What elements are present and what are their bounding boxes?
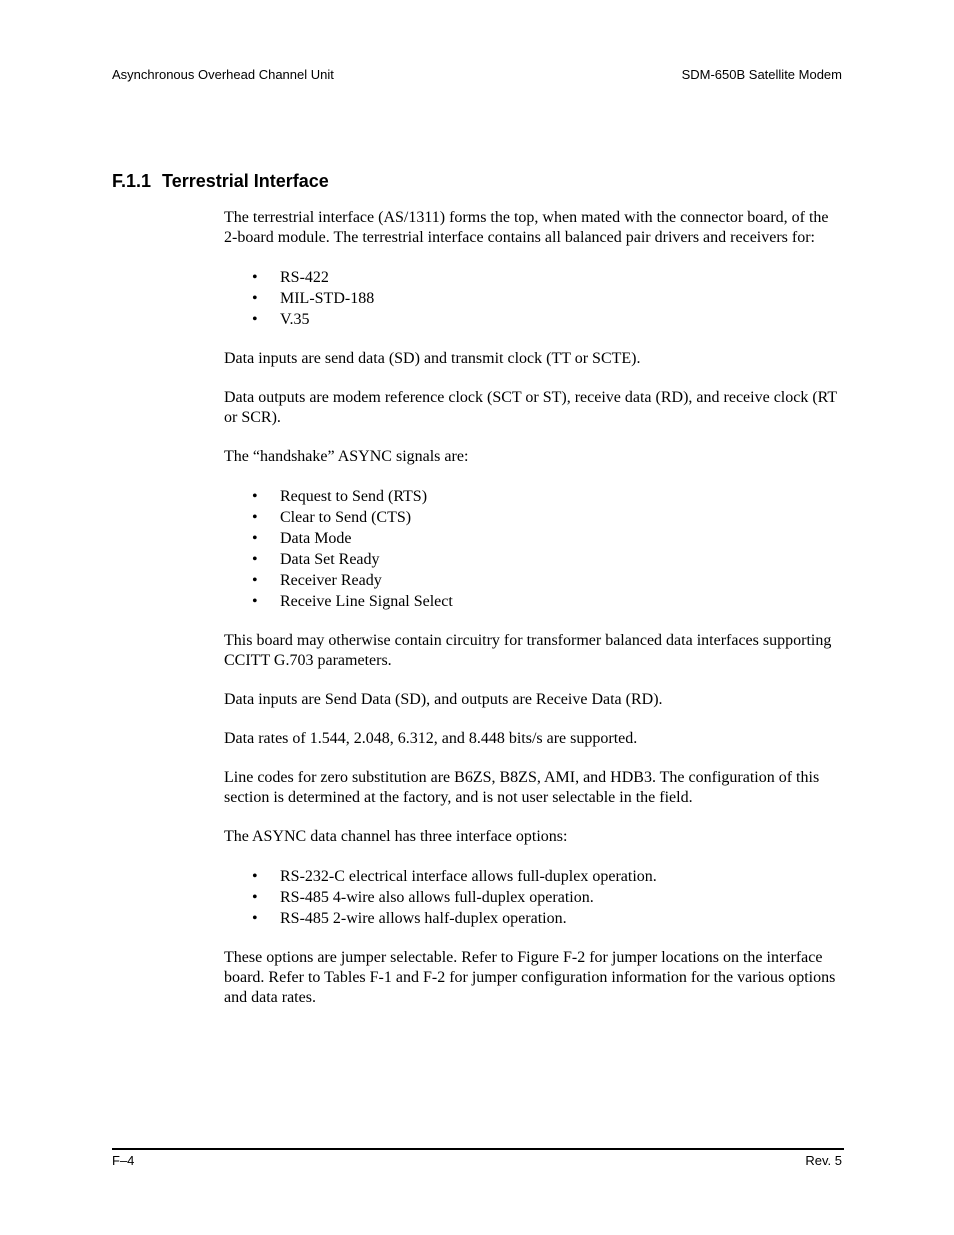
list-item: • Receive Line Signal Select [252, 593, 453, 610]
paragraph: Data rates of 1.544, 2.048, 6.312, and 8.448 bits/s are supported. [224, 730, 638, 747]
list-item: • V.35 [252, 311, 310, 328]
page-number: F–4 [112, 1153, 135, 1168]
list-item: • RS-485 4-wire also allows full-duplex operation. [252, 889, 594, 906]
list-item: • RS-232-C electrical interface allows full-duplex operation. [252, 868, 657, 885]
bullet-icon: • [252, 311, 258, 328]
running-header-product: SDM-650B Satellite Modem [681, 67, 842, 82]
paragraph: The ASYNC data channel has three interface options: [224, 828, 568, 845]
list-item: • Request to Send (RTS) [252, 488, 428, 505]
running-header-title: Asynchronous Overhead Channel Unit [112, 67, 334, 82]
list-item: • Data Mode [252, 530, 352, 547]
paragraph: Data outputs are modem reference clock (SCT or ST), receive data (RD), and receive clock (RT or SCR). [224, 389, 837, 426]
bullet-icon: • [252, 868, 258, 885]
section-heading [112, 170, 329, 192]
bullet-icon: • [252, 269, 258, 286]
bullet-list-async-options [224, 866, 844, 929]
section-number: F.1.1 [112, 171, 152, 191]
bullet-icon: • [252, 488, 258, 505]
footer-divider [112, 1148, 844, 1150]
list-item: • Clear to Send (CTS) [252, 509, 412, 526]
bullet-icon: • [252, 889, 258, 906]
bullet-icon: • [252, 290, 258, 307]
paragraph: These options are jumper selectable. Refer to Figure F-2 for jumper locations on the interface board. Refer to Tables F-1 and F-2 for jumper configuration information for the various options and data rates. [224, 949, 836, 1006]
paragraph: Line codes for zero substitution are B6ZS, B8ZS, AMI, and HDB3. The configuration of this section is determined at the factory, and is not user selectable in the field. [224, 769, 820, 806]
bullet-icon: • [252, 593, 258, 610]
paragraph: The “handshake” ASYNC signals are: [224, 448, 469, 465]
paragraph: Data inputs are send data (SD) and transmit clock (TT or SCTE). [224, 350, 641, 367]
list-item: • Receiver Ready [252, 572, 382, 589]
section-body [224, 208, 844, 1027]
bullet-icon: • [252, 551, 258, 568]
bullet-list-handshake-signals [224, 486, 844, 612]
bullet-icon: • [252, 530, 258, 547]
bullet-icon: • [252, 572, 258, 589]
list-item: • MIL-STD-188 [252, 290, 375, 307]
list-item: • Data Set Ready [252, 551, 380, 568]
paragraph: The terrestrial interface (AS/1311) forms the top, when mated with the connector board, of the 2-board module. The terrestrial interface contains all balanced pair drivers and receivers for: [224, 209, 829, 246]
list-item: • RS-422 [252, 269, 329, 286]
paragraph: This board may otherwise contain circuitry for transformer balanced data interfaces supporting CCITT G.703 parameters. [224, 632, 832, 669]
bullet-list-interfaces [224, 267, 844, 330]
list-item: • RS-485 2-wire allows half-duplex operation. [252, 910, 567, 927]
bullet-icon: • [252, 910, 258, 927]
bullet-icon: • [252, 509, 258, 526]
section-title-text: Terrestrial Interface [162, 171, 329, 191]
revision-label: Rev. 5 [805, 1153, 842, 1168]
paragraph: Data inputs are Send Data (SD), and outputs are Receive Data (RD). [224, 691, 663, 708]
